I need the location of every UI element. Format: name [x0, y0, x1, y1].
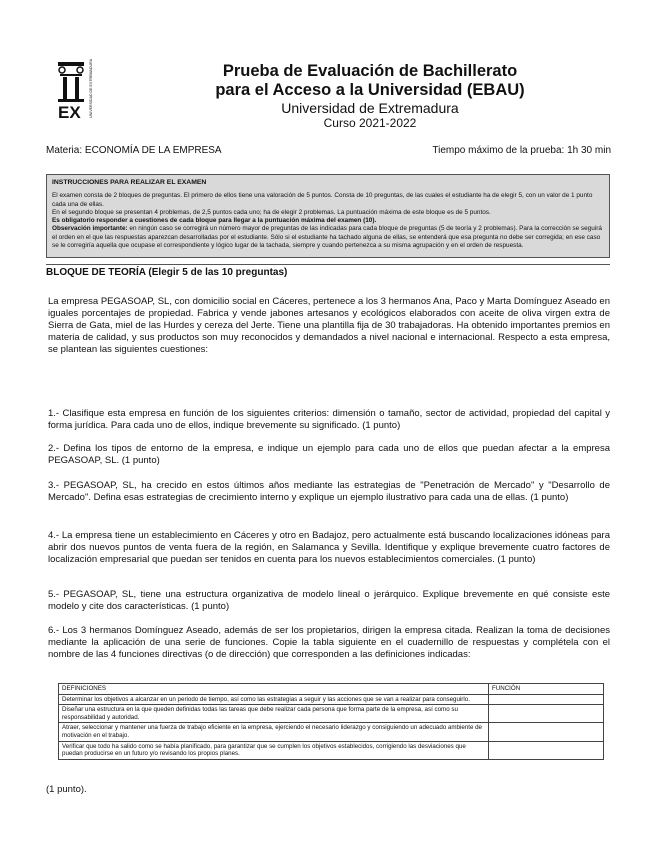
table-row	[59, 694, 604, 705]
question-2	[48, 443, 610, 467]
definition-cell: Verificar que todo ha salido como se había planificado, para garantizar que se cumplen los objetivos establecidos, corrigiendo las desviaciones que puedan producirse en un futuro y/o revisando los propios planes.	[59, 741, 489, 759]
instructions-paragraph-1: El examen consta de 2 bloques de preguntas. El primero de ellos tiene una valoración de 5 puntos. Consta de 10 preguntas, de las cuales el estudiante ha de elegir 5, con un valor de 1 punto cada una de ellas.	[52, 192, 593, 208]
instructions-paragraph-4	[52, 225, 604, 250]
subject-label: Materia: ECONOMÍA DE LA EMPRESA	[46, 145, 222, 156]
instructions-box	[46, 174, 610, 258]
important-note-text: en ningún caso se corregirá un número mayor de preguntas de las indicadas para cada bloque de preguntas (5 de teoría y 2 problemas). Para la corrección se seguirá el orden en el que las respuestas aparezcan desarrolladas por el estudiante. Sólo si el estudiante ha tachado alguna de ellas, se entenderá que esa pregunta no debe ser corregida; en ese caso se le corregiría aquella que ocupase el correspondiente y lógico lugar de la tachada, siempre y cuando pertenezca a su misma agrupación y en el orden de respuesta.	[52, 225, 602, 250]
question-1-text: 1.- Clasifique esta empresa en función de los siguientes criterios: dimensión o tamaño, sector de actividad, propiedad del capital y forma jurídica. Para cada uno de ellos, indique brevemente su significado. (1 punto)	[48, 408, 610, 431]
instructions-paragraph-3: Es obligatorio responder a cuestiones de cada bloque para llegar a la puntuación máxima del examen (10).	[52, 217, 377, 225]
question-6	[48, 625, 610, 661]
definition-cell: Diseñar una estructura en la que queden definidas todas las tareas que debe realizar cada persona que forma parte de la empresa, así como su responsabilidad y autoridad.	[59, 705, 489, 723]
table-row	[59, 705, 604, 723]
exam-header	[180, 62, 560, 131]
intro-paragraph: La empresa PEGASOAP, SL, con domicilio social en Cáceres, pertenece a los 3 hermanos Ana, Paco y Marta Domínguez Aseado en iguales porcentajes de propiedad. Fabrica y vende jabones artesanos y ecológicos elaborados con aceite de oliva virgen extra de Sierra de Gata, miel de las Hurdes y cereza del Jerte. Tiene una plantilla fija de 30 trabajadoras. Ha obtenido importantes premios en materia de calidad, y sus productos son muy reconocidos y demandados a nivel nacional e internacional. Respecto a esta empresa, se plantean las siguientes cuestiones:	[48, 296, 610, 355]
function-cell	[489, 723, 604, 741]
university-name: Universidad de Extremadura	[281, 100, 459, 116]
question-6-text: 6.- Los 3 hermanos Domínguez Aseado, además de ser los propietarios, dirigen la empresa citada. Realizan la toma de decisiones mediante la aplicación de una serie de funciones. Copie la tabla siguiente en el cuadernillo de respuestas y complétela con el nombre de las 4 funciones directivas (o de dirección) que corresponden a las definiciones indicadas:	[48, 625, 610, 660]
functions-table	[58, 683, 604, 760]
university-logo	[52, 58, 104, 122]
logo-caption: UNIVERSIDAD DE EXTREMADURA	[89, 58, 93, 118]
definition-cell: Determinar los objetivos a alcanzar en un periodo de tiempo, así como las estrategias a seguir y las acciones que se van a realizar para conseguirlo.	[59, 694, 489, 705]
function-cell	[489, 705, 604, 723]
question-5-text: 5.- PEGASOAP, SL, tiene una estructura organizativa de modelo lineal o jerárquico. Explique brevemente en qué consiste este modelo y cite dos características. (1 punto)	[48, 589, 610, 612]
instructions-heading: INSTRUCCIONES PARA REALIZAR EL EXAMEN	[52, 179, 207, 186]
course-year: Curso 2021-2022	[323, 116, 417, 130]
definitions-column-header: DEFINICIONES	[59, 684, 489, 695]
question-4	[48, 530, 610, 566]
question-3	[48, 480, 610, 504]
title-line-1: Prueba de Evaluación de Bachillerato	[222, 62, 518, 80]
definition-cell: Atraer, seleccionar y mantener una fuerza de trabajo eficiente en la empresa, ejerciendo el necesario liderazgo y consiguiendo un adecuado ambiente de motivación en el trabajo.	[59, 723, 489, 741]
question-2-text: 2.- Defina los tipos de entorno de la empresa, e indique un ejemplo para cada uno de ellos que puedan afectar a la empresa PEGASOAP, SL. (1 punto)	[48, 443, 610, 466]
function-column-header: FUNCIÓN	[489, 684, 604, 695]
instructions-paragraph-2: En el segundo bloque se presentan 4 problemas, de 2,5 puntos cada uno; ha de elegir 2 problemas. La puntuación máxima de este bloque es de 5 puntos.	[52, 208, 491, 216]
important-note-label: Observación importante:	[52, 225, 128, 233]
case-intro	[48, 296, 610, 356]
function-cell	[489, 741, 604, 759]
university-logo-icon	[52, 58, 104, 122]
function-cell	[489, 694, 604, 705]
table-header-row	[59, 684, 604, 695]
question-4-text: 4.- La empresa tiene un establecimiento en Cáceres y otro en Badajoz, pero actualmente está buscando localizaciones idóneas para abrir dos nuevos puntos de venta fuera de la región, en Salamanca y Sevilla. Identifique y explique brevemente cuatro factores de localización empresarial que puedan ser tenidos en cuenta para los nuevos establecimientos comerciales. (1 punto)	[48, 530, 610, 565]
question-1	[48, 408, 610, 432]
table-row	[59, 723, 604, 741]
section-title: BLOQUE DE TEORÍA (Elegir 5 de las 10 preguntas)	[46, 264, 610, 278]
table-row	[59, 741, 604, 759]
title-line-2: para el Acceso a la Universidad (EBAU)	[215, 81, 525, 99]
question-3-text: 3.- PEGASOAP, SL, ha crecido en estos últimos años mediante las estrategias de "Penetración de Mercado" y "Desarrollo de Mercado". Defina esas estrategias de crecimiento interno y explique un ejemplo ilustrativo para cada una de ellas. (1 punto)	[48, 480, 610, 503]
question-6-points: (1 punto).	[46, 784, 87, 795]
question-5	[48, 589, 610, 613]
logo-text: EX	[58, 103, 81, 122]
time-limit-label: Tiempo máximo de la prueba: 1h 30 min	[432, 145, 611, 156]
